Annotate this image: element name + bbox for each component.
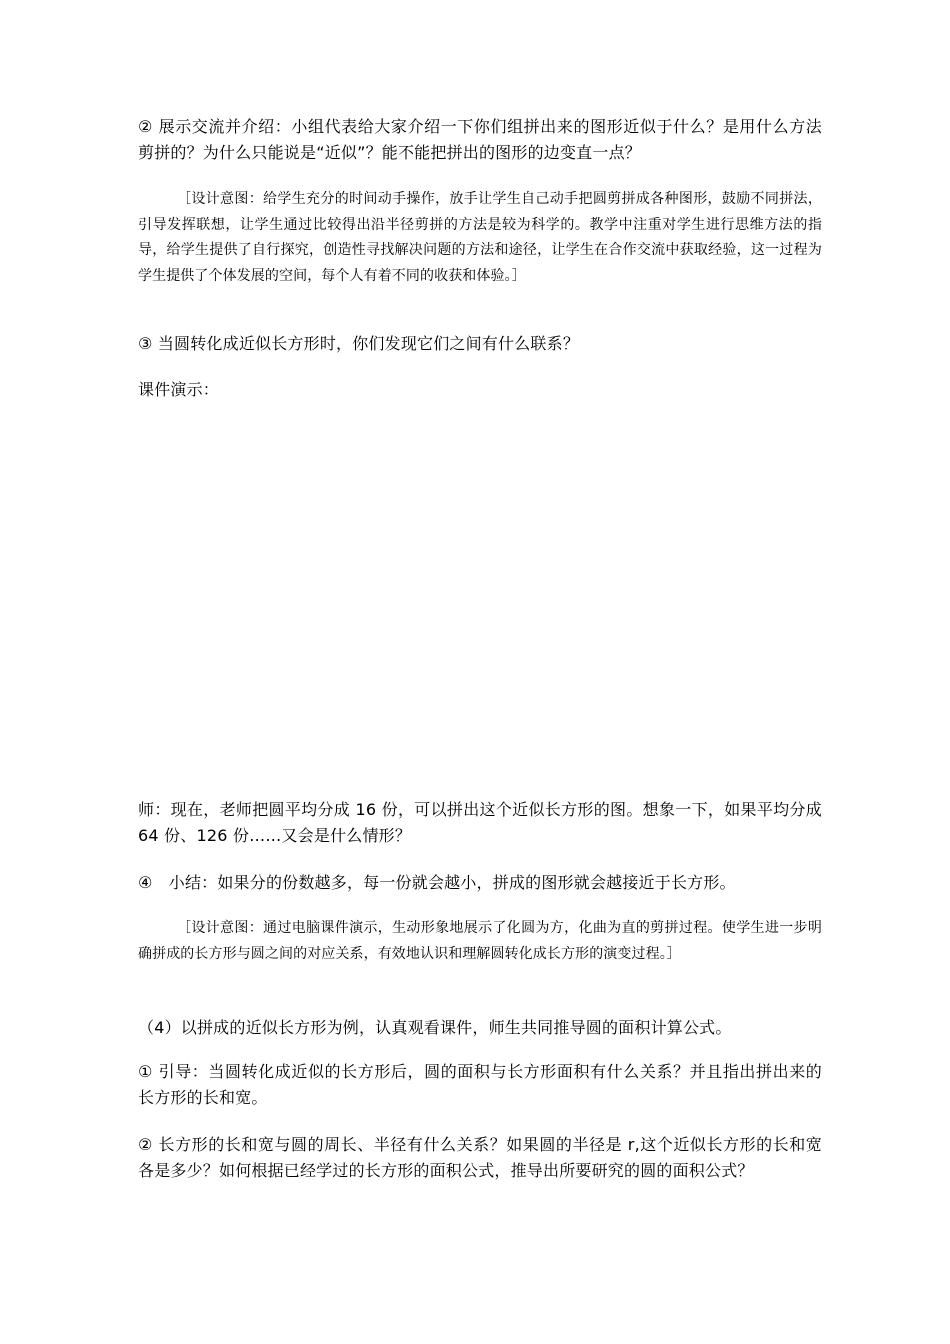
paragraph-display-exchange: ② 展示交流并介绍：小组代表给大家介绍一下你们组拼出来的图形近似于什么？是用什么方法剪拼的？为什么只能说是“近似”？能不能把拼出的图形的边变直一点？ xyxy=(138,117,822,162)
paragraph-step-4: （4）以拼成的近似长方形为例，认真观看课件，师生共同推导圆的面积计算公式。 xyxy=(138,1018,732,1037)
paragraph-length-width-relation: ② 长方形的长和宽与圆的周长、半径有什么关系？如果圆的半径是 r,这个近似长方形的长和宽各是多少？如何根据已经学过的长方形的面积公式，推导出所要研究的圆的面积公式？ xyxy=(138,1135,822,1180)
paragraph-courseware-demo: 课件演示： xyxy=(138,380,220,399)
paragraph-teacher-16-parts: 师：现在，老师把圆平均分成 16 份，可以拼出这个近似长方形的图。想象一下，如果平均分成 64 份、126 份……又会是什么情形？ xyxy=(138,800,822,845)
paragraph-guide: ① 引导：当圆转化成近似的长方形后，圆的面积与长方形面积有什么关系？并且指出拼出来的长方形的长和宽。 xyxy=(138,1062,822,1107)
paragraph-summary: ④ 小结：如果分的份数越多，每一份就会越小，拼成的图形就会越接近于长方形。 xyxy=(138,873,736,892)
design-intent-note-1: ［设计意图：给学生充分的时间动手操作，放手让学生自己动手把圆剪拼成各种图形，鼓励不同拼法，引导发挥联想，让学生通过比较得出沿半径剪拼的方法是较为科学的。教学中注重对学生进行思维方法的指导，给学生提供了自行探究，创造性寻找解决问题的方法和途径，让学生在合作交流中获取经验，这一过程为学生提供了个体发展的空间，每个人有着不同的收获和体验。］ xyxy=(138,191,822,284)
paragraph-circle-rectangle-relation: ③ 当圆转化成近似长方形时，你们发现它们之间有什么联系？ xyxy=(138,334,580,353)
courseware-figure-area xyxy=(138,415,822,785)
design-intent-note-2: ［设计意图：通过电脑课件演示，生动形象地展示了化圆为方，化曲为直的剪拼过程。使学生进一步明确拼成的长方形与圆之间的对应关系，有效地认识和理解圆转化成长方形的演变过程。］ xyxy=(138,920,822,962)
